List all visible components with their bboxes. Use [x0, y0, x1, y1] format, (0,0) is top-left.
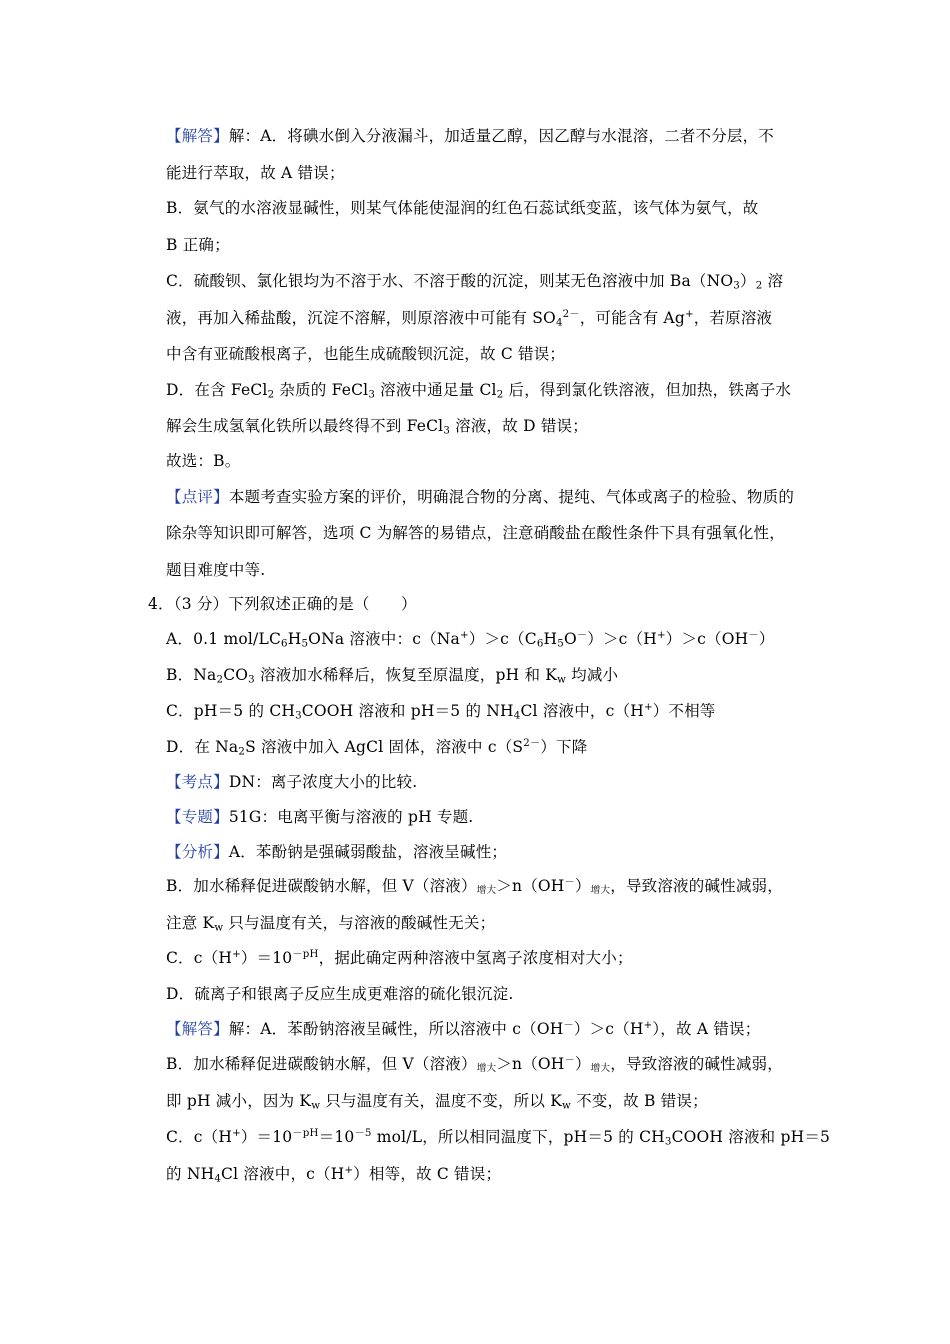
line-text: A．0.1 mol/$LC_6H_5ONa$ 溶液中：$c(Na^+)>c(C_6H_5O^-)>c(H^+)>c(OH^-)$	[166, 629, 775, 650]
text-line	[166, 451, 240, 471]
text-line	[166, 308, 772, 328]
question-line	[148, 594, 417, 614]
text-line	[166, 416, 588, 436]
line-text: 题目难度中等.	[166, 561, 266, 579]
line-text: B 正确；	[166, 236, 230, 254]
text-line	[166, 701, 716, 721]
line-text: 解：A．将碘水倒入分液漏斗，加适量乙醇，因乙醇与水混溶，二者不分层，不	[228, 127, 775, 145]
text-line	[166, 271, 783, 291]
line-text: 51G：电离平衡与溶液的 pH 专题.	[228, 808, 474, 826]
line-text: 解会生成氢氧化铁所以最终得不到 FeCl$_3$ 溶液，故 D 错误；	[166, 417, 588, 437]
text-line	[166, 1019, 760, 1039]
line-text: 注意 $K_w$ 只与温度有关，与溶液的酸碱性无关；	[166, 914, 496, 934]
section-tag: 【考点】	[166, 773, 229, 791]
text-line	[166, 772, 417, 792]
text-line	[166, 629, 774, 649]
line-text: D．在 $Na_2S$ 溶液中加入 AgCl 固体，溶液中 $c(S^{2-})$下降	[166, 737, 588, 758]
text-line	[166, 235, 230, 255]
line-text: 中含有亚硫酸根离子，也能生成硫酸钡沉淀，故 C 错误；	[166, 345, 566, 363]
section-tag: 【分析】	[166, 843, 229, 861]
line-text: D．硫离子和银离子反应生成更难溶的硫化银沉淀.	[166, 985, 514, 1003]
text-line	[166, 665, 618, 685]
line-text: B．加水稀释促进碳酸钠水解，但 V（溶液）增大＞n（OH－）增大，导致溶液的碱性减弱，	[166, 876, 783, 896]
line-text: 的 $NH_4Cl$ 溶液中，c（H+）相等，故 C 错误；	[166, 1164, 502, 1185]
line-text: 4．（3 分）下列叙述正确的是（ ）	[148, 595, 417, 613]
line-text: D．在含 FeCl$_2$ 杂质的 FeCl$_3$ 溶液中通足量 $Cl_2$ 后，得到氯化铁溶液，但加热，铁离子水	[166, 381, 792, 401]
line-text: C．硫酸钡、氯化银均为不溶于水、不溶于酸的沉淀，则某无色溶液中加 $Ba(NO_3)_2$ 溶	[166, 272, 784, 292]
text-line	[166, 560, 265, 580]
line-text: B．加水稀释促进碳酸钠水解，但 V（溶液）增大＞n（OH－）增大，导致溶液的碱性减弱，	[166, 1054, 783, 1074]
line-text: 本题考查实验方案的评价，明确混合物的分离、提纯、气体或离子的检验、物质的	[228, 488, 795, 506]
text-line	[166, 1054, 783, 1079]
line-text: A．苯酚钠是强碱弱酸盐，溶液呈碱性；	[228, 843, 508, 861]
text-line	[166, 737, 587, 757]
text-line	[166, 163, 345, 183]
line-text: DN：离子浓度大小的比较.	[228, 773, 418, 791]
text-line	[166, 487, 794, 507]
line-text: 能进行萃取，故 A 错误；	[166, 164, 345, 182]
line-text: C．$c(H^+)=10^{-pH}$，据此确定两种溶液中氢离子浓度相对大小；	[166, 948, 633, 967]
text-line	[166, 984, 513, 1004]
section-tag: 【点评】	[166, 488, 229, 506]
line-text: 液，再加入稀盐酸，沉淀不溶解，则原溶液中可能有 $SO_4^{2-}$，可能含有 Ag+，若原溶液	[166, 308, 773, 329]
text-line	[166, 876, 783, 901]
text-line	[166, 842, 507, 862]
text-line	[166, 380, 791, 400]
section-tag: 【专题】	[166, 808, 229, 826]
text-line	[166, 523, 785, 543]
text-line	[166, 807, 473, 827]
line-text: B．氨气的水溶液显碱性，则某气体能使湿润的红色石蕊试纸变蓝，该气体为氨气，故	[166, 199, 759, 217]
text-line	[166, 126, 774, 146]
section-tag: 【解答】	[166, 1020, 229, 1038]
text-line	[166, 198, 759, 218]
text-line	[166, 1164, 501, 1184]
line-text: C．pH＝5 的 $CH_3COOH$ 溶液和 pH＝5 的 $NH_4Cl$ 溶液中，c（H+）不相等	[166, 701, 716, 722]
line-text: 解：A．苯酚钠溶液呈碱性，所以溶液中 c（OH－）＞c（H+），故 A 错误；	[228, 1019, 761, 1038]
section-tag: 【解答】	[166, 127, 229, 145]
text-line	[166, 948, 633, 968]
text-line	[166, 344, 565, 364]
text-line	[166, 1091, 708, 1111]
line-text: 故选：B。	[166, 452, 241, 470]
line-text: C．$c(H^+)=10^{-pH}=10^{-5}$ mol/L，所以相同温度下，pH＝5 的 $CH_3COOH$ 溶液和 pH＝5	[166, 1127, 831, 1148]
text-line	[166, 913, 495, 933]
line-text: 即 pH 减小，因为 $K_w$ 只与温度有关，温度不变，所以 $K_w$ 不变，故 B 错误；	[166, 1092, 708, 1112]
text-line	[166, 1127, 830, 1147]
line-text: 除杂等知识即可解答，选项 C 为解答的易错点，注意硝酸盐在酸性条件下具有强氧化性，	[166, 524, 785, 542]
line-text: B．$Na_2CO_3$ 溶液加水稀释后，恢复至原温度，pH 和 $K_w$ 均减小	[166, 666, 619, 686]
